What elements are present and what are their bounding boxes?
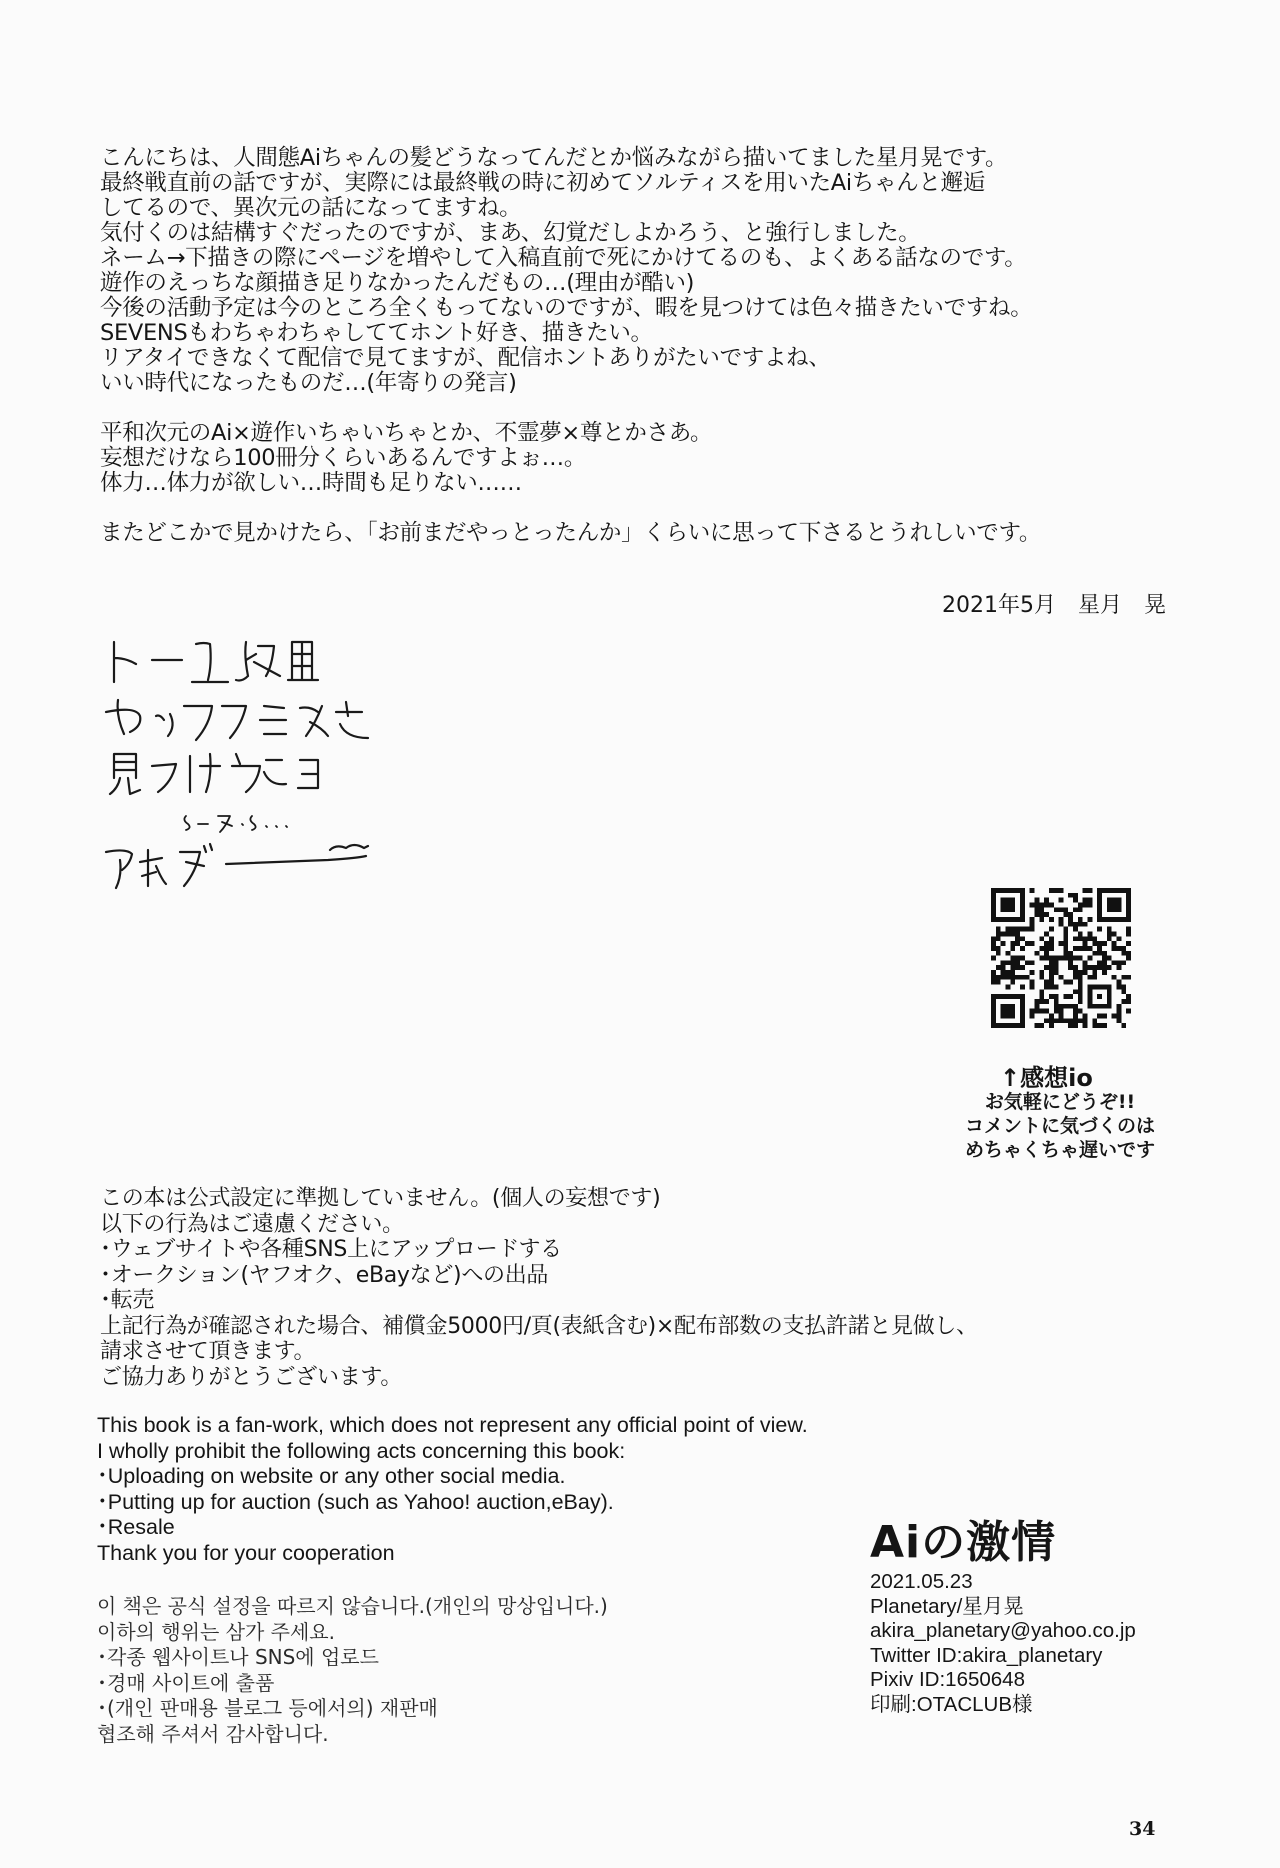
afterword-line: 今後の活動予定は今のところ全くもってないのですが、暇を見つけては色々描きたいですね。 [100, 295, 1033, 321]
page-number: 34 [1129, 1818, 1156, 1840]
notice-line: 협조해 주셔서 감사합니다. [97, 1721, 329, 1746]
notice-line: 上記行為が確認された場合、補償金5000円/頁(表紙含む)×配布部数の支払許諾と見做し、 [100, 1313, 978, 1339]
twitter-id: Twitter ID:akira_planetary [870, 1643, 1103, 1667]
afterword-line: 体力…体力が欲しい…時間も足りない…… [100, 470, 522, 496]
notice-line: Thank you for your cooperation [97, 1540, 395, 1565]
qr-note-line: めちゃくちゃ遅いです [964, 1139, 1155, 1161]
afterword-line: またどこかで見かけたら、「お前まだやっとったんか」くらいに思って下さるとうれしいです。 [100, 520, 1042, 546]
afterword-text [100, 146, 1180, 546]
afterword-line: 平和次元のAi×遊作いちゃいちゃとか、不霊夢×尊とかさあ。 [100, 420, 713, 446]
notice-line: ･경매 사이트에 출품 [97, 1670, 275, 1695]
qr-note-line: コメントに気づくのは [964, 1115, 1155, 1137]
handwritten-line-2 [106, 700, 368, 740]
notice-line: ご協力ありがとうございます。 [100, 1364, 403, 1390]
qr-code[interactable] [991, 888, 1131, 1028]
afterword-line: 妄想だけなら100冊分くらいあるんですよぉ…。 [100, 445, 587, 471]
notice-line: I wholly prohibit the following acts concerning this book: [97, 1438, 626, 1463]
date-signature: 2021年5月 星月 晃 [942, 593, 1166, 618]
paragraph-gap [100, 496, 1180, 521]
notice-line: ･ウェブサイトや各種SNS上にアップロードする [100, 1237, 562, 1262]
publish-date: 2021.05.23 [870, 1570, 973, 1593]
handwritten-line-3 [110, 754, 318, 794]
circle-author: Planetary/星月晃 [870, 1594, 1024, 1618]
notice-line: 이하의 행위는 삼가 주세요. [97, 1619, 335, 1644]
afterword-line: SEVENSもわちゃわちゃしててホント好き、描きたい。 [100, 320, 653, 346]
handwritten-line-4 [184, 816, 287, 832]
notice-line: 請求させて頂きます。 [100, 1339, 316, 1364]
printer: 印刷:OTACLUB様 [870, 1692, 1033, 1716]
notice-line: この本は公式設定に準拠していません。(個人の妄想です) [100, 1186, 661, 1211]
afterword-line: 気付くのは結構すぐだったのですが、まあ、幻覚だしよかろう、と強行しました。 [100, 220, 921, 246]
notice-line: 以下の行為はご遠慮ください。 [100, 1211, 404, 1237]
afterword-line: してるので、異次元の話になってますね。 [100, 195, 522, 221]
pixiv-id: Pixiv ID:1650648 [870, 1668, 1025, 1691]
copyright-notice-korean [97, 1594, 608, 1747]
afterword-line: いい時代になったものだ…(年寄りの発言) [100, 370, 517, 396]
book-title: Aiの激情 [870, 1517, 1057, 1568]
handwritten-line-5 [106, 844, 368, 888]
colophon [870, 1518, 1136, 1717]
notice-line: ･각종 웹사이트나 SNS에 업로드 [97, 1645, 379, 1669]
qr-note [940, 1090, 1180, 1162]
handwritten-line-1 [114, 642, 318, 682]
notice-line: ･オークション(ヤフオク、eBayなど)への出品 [100, 1262, 549, 1288]
notice-line: ･転売 [100, 1288, 155, 1313]
notice-line: 이 책은 공식 설정을 따르지 않습니다.(개인의 망상입니다.) [97, 1594, 608, 1618]
paragraph-gap [100, 396, 1180, 421]
notice-line: This book is a fan-work, which does not represent any official point of view. [97, 1413, 808, 1437]
afterword-line: 遊作のえっちな顔描き足りなかったんだもの…(理由が酷い) [100, 270, 695, 296]
contact-email: akira_planetary@yahoo.co.jp [870, 1619, 1136, 1642]
copyright-notice-english [97, 1413, 808, 1566]
notice-line: ･Resale [97, 1515, 175, 1539]
afterword-line: ネーム→下描きの際にページを増やして入稿直前で死にかけてるのも、よくある話なのです。 [100, 245, 1027, 271]
afterword-line: 最終戦直前の話ですが、実際には最終戦の時に初めてソルティスを用いたAiちゃんと邂逅 [100, 170, 986, 196]
notice-line: ･(개인 판매용 블로그 등에서의) 재판매 [97, 1696, 438, 1720]
qr-label: ↑感想io [1000, 1064, 1093, 1092]
qr-note-line: お気軽にどうぞ!! [984, 1091, 1136, 1113]
afterword-line: こんにちは、人間態Aiちゃんの髪どうなってんだとか悩みながら描いてました星月晃です。 [100, 145, 1008, 171]
notice-line: ･Putting up for auction (such as Yahoo! auction,eBay). [97, 1489, 614, 1514]
copyright-notice-japanese [100, 1186, 978, 1390]
handwritten-note [96, 636, 426, 896]
notice-line: ･Uploading on website or any other social media. [97, 1464, 566, 1488]
afterword-line: リアタイできなくて配信で見てますが、配信ホントありがたいですよね、 [100, 345, 831, 371]
